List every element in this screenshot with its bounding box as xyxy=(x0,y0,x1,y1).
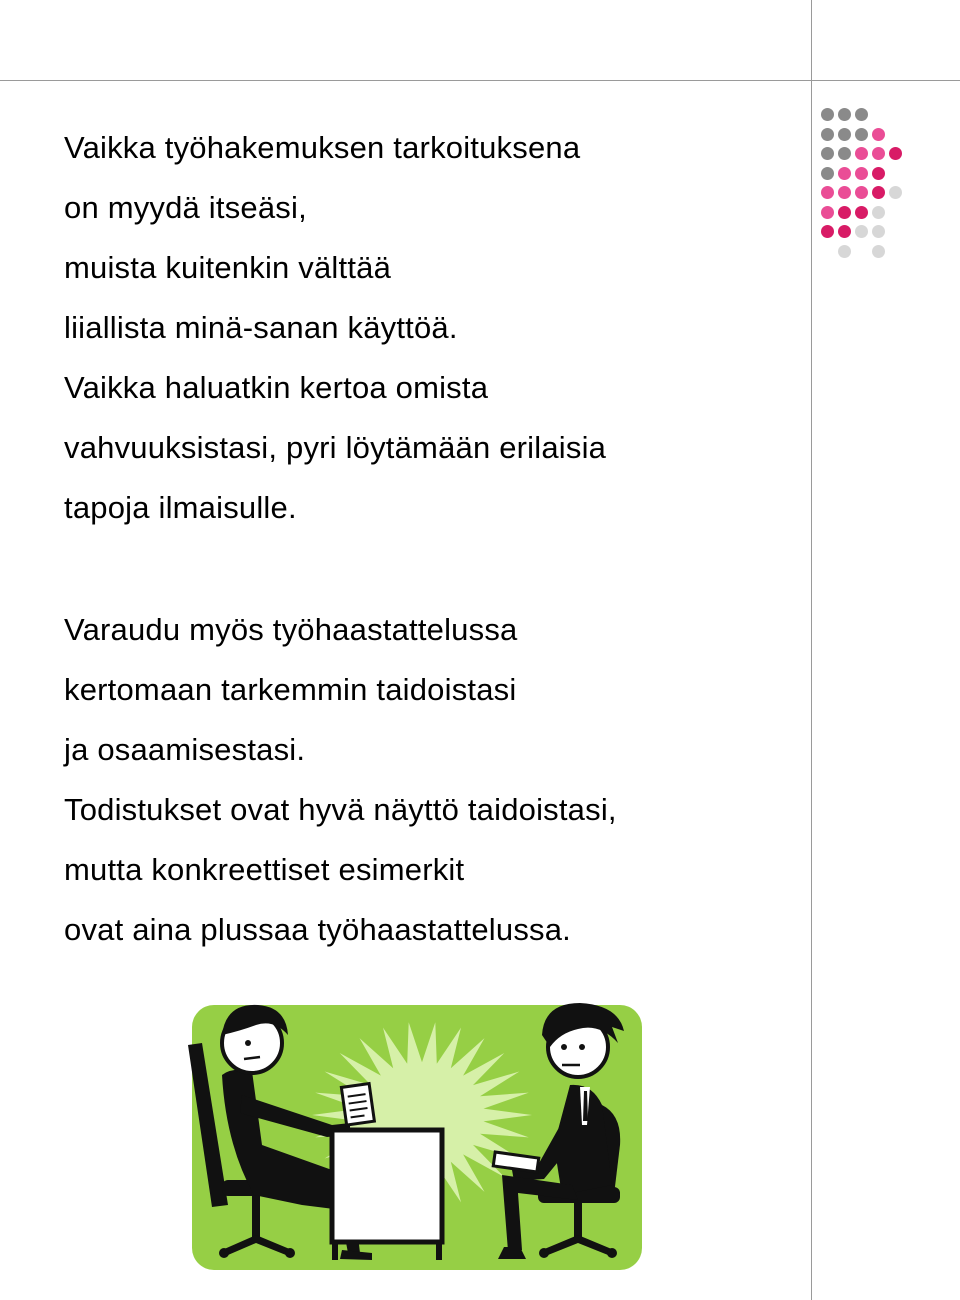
text-line: on myydä itseäsi, xyxy=(64,190,307,225)
text-line: mutta konkreettiset esimerkit xyxy=(64,852,465,887)
decoration-dot xyxy=(838,108,851,121)
decoration-dot xyxy=(821,128,834,141)
text-line: muista kuitenkin välttää xyxy=(64,250,392,285)
decoration-dot xyxy=(821,225,834,238)
decoration-dot xyxy=(855,128,868,141)
text-line: tapoja ilmaisulle. xyxy=(64,490,297,525)
decoration-dot xyxy=(855,167,868,180)
text-line: vahvuuksistasi, pyri löytämään erilaisia xyxy=(64,430,607,465)
decoration-dot xyxy=(838,225,851,238)
job-interview-illustration-icon xyxy=(182,995,652,1280)
paragraph-2 xyxy=(64,600,617,960)
decoration-dot xyxy=(838,128,851,141)
text-line: ja osaamisestasi. xyxy=(64,732,306,767)
top-divider-line xyxy=(0,80,960,81)
decoration-dot xyxy=(872,147,885,160)
dot-grid-decoration-icon xyxy=(812,100,922,270)
decoration-dot xyxy=(855,108,868,121)
text-line: Varaudu myös työhaastattelussa xyxy=(64,612,518,647)
text-line: liiallista minä-sanan käyttöä. xyxy=(64,310,458,345)
decoration-dot xyxy=(872,206,885,219)
decoration-dot xyxy=(821,108,834,121)
decoration-dot xyxy=(872,128,885,141)
decoration-dot xyxy=(838,147,851,160)
decoration-dot xyxy=(889,147,902,160)
paragraph-1 xyxy=(64,118,606,538)
decoration-dot xyxy=(855,206,868,219)
decoration-dot xyxy=(838,206,851,219)
text-line: Todistukset ovat hyvä näyttö taidoistasi, xyxy=(64,792,617,827)
decoration-dot xyxy=(821,147,834,160)
decoration-dot xyxy=(821,206,834,219)
decoration-dot xyxy=(821,186,834,199)
text-line: ovat aina plussaa työhaastattelussa. xyxy=(64,912,571,947)
decoration-dot xyxy=(821,167,834,180)
decoration-dot xyxy=(838,186,851,199)
decoration-dot xyxy=(872,225,885,238)
decoration-dot xyxy=(872,245,885,258)
decoration-dot xyxy=(872,167,885,180)
text-line: Vaikka työhakemuksen tarkoituksena xyxy=(64,130,581,165)
text-line: kertomaan tarkemmin taidoistasi xyxy=(64,672,517,707)
decoration-dot xyxy=(889,186,902,199)
text-line: Vaikka haluatkin kertoa omista xyxy=(64,370,489,405)
decoration-dot xyxy=(855,147,868,160)
decoration-dot xyxy=(855,225,868,238)
decoration-dot xyxy=(855,186,868,199)
decoration-dot xyxy=(838,245,851,258)
decoration-dot xyxy=(838,167,851,180)
decoration-dot xyxy=(872,186,885,199)
